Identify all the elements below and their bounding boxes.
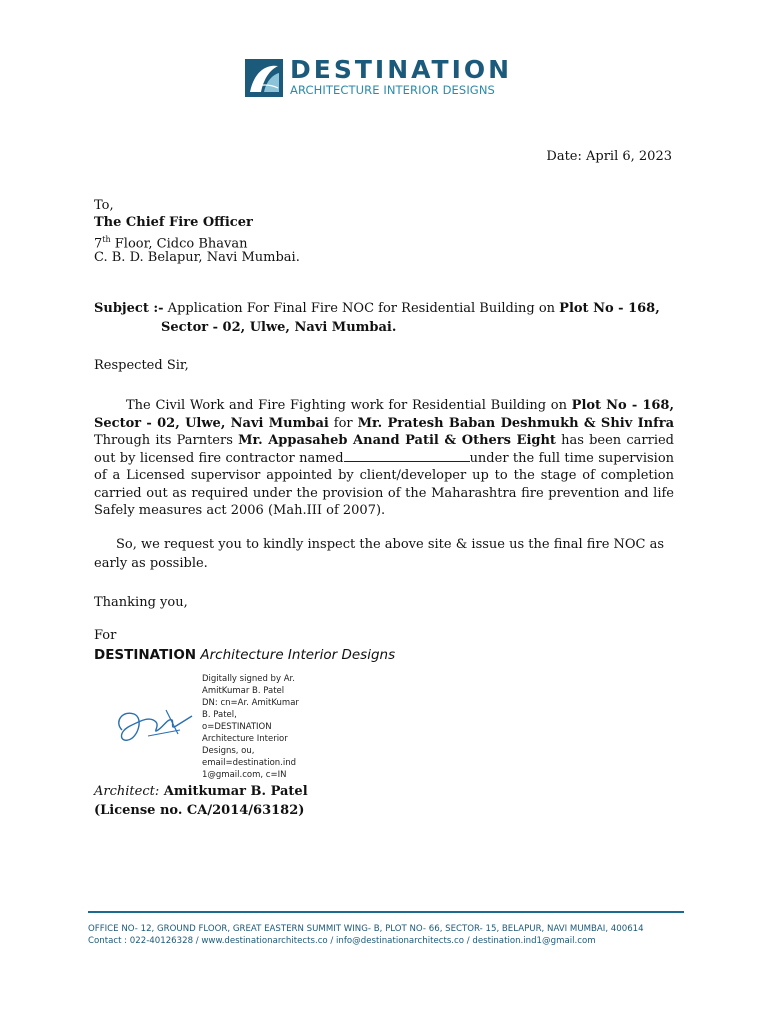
salutation: Respected Sir, — [94, 358, 189, 373]
recipient-floor: 7th Floor, Cidco Bhavan — [94, 235, 248, 252]
firm-tagline: ARCHITECTURE INTERIOR DESIGNS — [290, 83, 495, 97]
subject-label: Subject :- — [94, 301, 164, 316]
digital-signature-block: Digitally signed by Ar. AmitKumar B. Patel DN: cn=Ar. AmitKumar B. Patel, o=DESTINATION Architecture Interior Designs, ou, email=destination.ind 1@gmail.com, c=IN — [202, 674, 299, 780]
letterhead-logo — [244, 55, 544, 102]
closing-for: For — [94, 628, 117, 643]
firm-signature-line: DESTINATION Architecture Interior Designs — [94, 647, 396, 663]
recipient-address: C. B. D. Belapur, Navi Mumbai. — [94, 250, 300, 265]
body-paragraph-1: The Civil Work and Fire Fighting work for Residential Building on Plot No - 168, Sector - 02, Ulwe, Navi Mumbai for Mr. Pratesh Baban Deshmukh & Shiv Infra Through its Parnters Mr. Appasaheb Anand Patil & Others Eight has been carried out by licensed fire contractor named under the full time supervision of a Licensed supervisor appointed by client/developer up to the stage of completion carried out as required under the provision of the Maharashtra fire prevention and life Safely measures act 2006 (Mah.III of 2007). — [94, 398, 675, 518]
contractor-blank-line — [344, 451, 470, 462]
body-paragraph-2: So, we request you to kindly inspect the above site & issue us the final fire NOC as early as possible. — [94, 537, 665, 571]
footer-office-address: OFFICE NO- 12, GROUND FLOOR, GREAT EASTERN SUMMIT WING- B, PLOT NO- 66, SECTOR- 15, BELAPUR, NAVI MUMBAI, 400614 — [88, 924, 644, 934]
recipient-to: To, — [94, 198, 114, 213]
closing-thanks: Thanking you, — [94, 595, 188, 610]
handwritten-signature — [108, 700, 198, 750]
logo-emblem-icon — [244, 58, 284, 98]
footer-divider — [88, 911, 684, 913]
recipient-title: The Chief Fire Officer — [94, 215, 253, 230]
architect-block: Architect: Amitkumar B. Patel (License no. CA/2014/63182) — [94, 784, 308, 818]
footer-contact: Contact : 022-40126328 / www.destinationarchitects.co / info@destinationarchitects.co / destination.ind1@gmail.com — [88, 936, 596, 946]
letter-date: Date: April 6, 2023 — [546, 149, 672, 164]
firm-name: DESTINATION — [290, 55, 513, 84]
subject: Subject :- Application For Final Fire NOC for Residential Building on Plot No - 168, Sector - 02, Ulwe, Navi Mumbai. — [94, 301, 660, 335]
